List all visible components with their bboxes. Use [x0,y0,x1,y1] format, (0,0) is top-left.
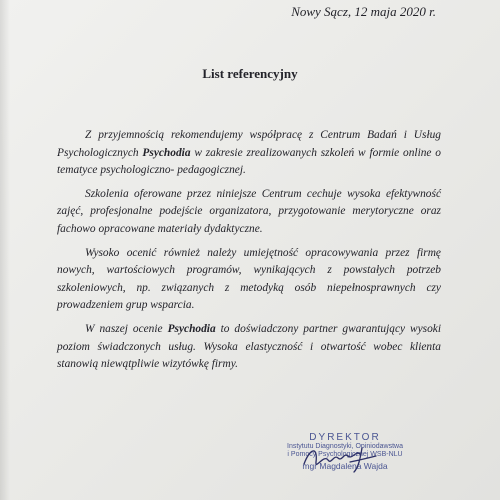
letter-body [57,127,441,380]
stamp-institution-line-1: Instytutu Diagnostyki, Opiniodawstwa [287,443,403,450]
company-name: Psychodia [167,322,216,335]
stamp-role: DYREKTOR [309,432,381,443]
stamp-name: mgr Magdalena Wajda [302,461,388,471]
paragraph-1-text: Z przyjemnością rekomendujemy współpracę z Centrum Badań i Usług Psychologicznych [57,129,441,159]
paragraph-1-text-end: w zakresie zrealizowanych szkoleń w formie online o tematyce psychologiczno- pedagogicznej. [57,146,442,177]
paragraph-3-text: Wysoko ocenić również należy umiejętność opracowywania przez firmę nowych, wartościowych programów, wynikających z powstałych potrzeb szkoleniowych, np. związanych z metodyką osób niepełnosprawnych czy prowadzeniem grup wsparcia. [57,246,441,312]
document-title: List referencyjny [202,66,298,81]
paragraph-1 [57,127,441,180]
paragraph-3 [57,245,441,315]
paragraph-2 [57,186,441,239]
paragraph-4-text: W naszej ocenie [85,322,168,335]
paragraph-2-text: Szkolenia oferowane przez niniejsze Centrum cechuje wysoka efektywność zajęć, profesjonalne podejście organizatora, przygotowanie merytoryczne oraz fachowo opracowane materiały dydaktyczne. [57,187,441,235]
paragraph-4 [57,321,441,374]
paragraph-4-text-end: to doświadczony partner gwarantujący wysoki poziom świadczonych usług. Wysoka elastyczność i otwartość wobec klienta stanowią niewątpliwie wizytówkę firmy. [57,322,442,371]
handwritten-signature [300,442,380,476]
stamp-institution-line-2: i Pomocy Psychologicznej WSB-NLU [287,451,403,458]
company-name: Psychodia [142,146,191,159]
place-date: Nowy Sącz, 12 maja 2020 r. [291,4,436,19]
